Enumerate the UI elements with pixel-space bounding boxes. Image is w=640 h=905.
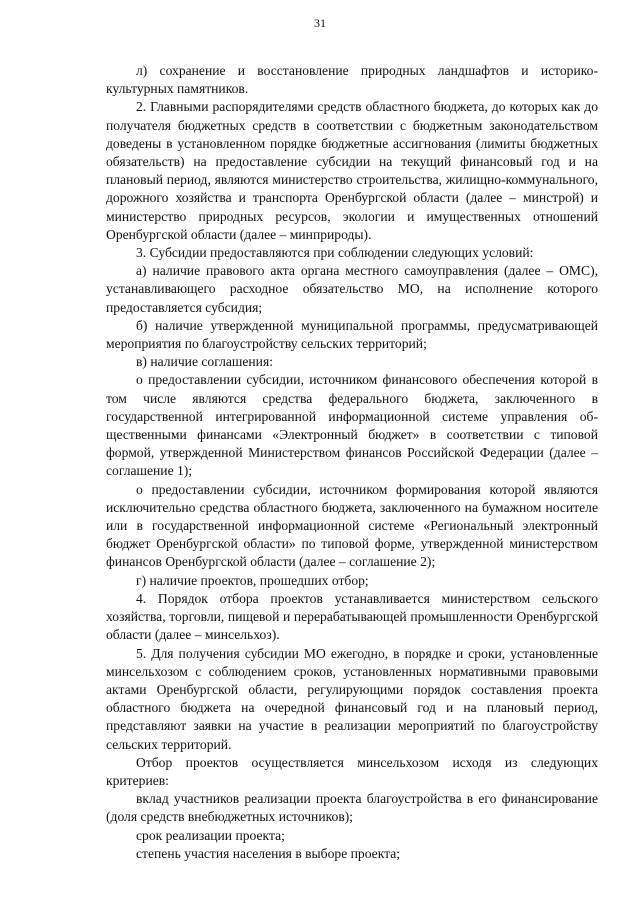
paragraph-3-conditions: 3. Субсидии предоставляются при соблюдении следующих условий: [136, 245, 534, 261]
paragraph-4-selection-order: 4. Порядок отбора проектов устанавливается министерством сельского хозяйства, торговли, пищевой и перерабатывающей промышленности Оренбургской области (далее – минсельхоз). [106, 590, 598, 643]
document-body [106, 62, 598, 863]
paragraph-b-municipal-program: б) наличие утвержденной муниципальной программы, предусматривающей мероприятия по благоустройству сельских территорий; [106, 317, 598, 352]
paragraph-g-projects: г) наличие проектов, прошедших отбор; [136, 572, 369, 588]
paragraph-a-legal-act: а) наличие правового акта органа местного самоуправления (далее – ОМС), устанавливающего расходное обязательство МО, на исполнение которого предоставляется субсидия; [106, 263, 598, 315]
page-number: 31 [314, 16, 326, 30]
paragraph-5-applications: 5. Для получения субсидии МО ежегодно, в порядке и сроки, установленные минсельхозом с соблюдением сроков, установленных нормативными правовыми актами Оренбургской области, регулирующими порядок составления проекта областного бюджета на очередной финансовый год и на плановый период, представляют заявки на участие в реализации мероприятий по благоустройству сельских территорий. [106, 645, 598, 752]
paragraph-criterion-contribution: вклад участников реализации проекта благоустройства в его финансирование (доля средств внебюджетных источников); [106, 791, 598, 825]
paragraph-v-agreement: в) наличие соглашения: [136, 354, 273, 370]
paragraph-criterion-term: срок реализации проекта; [136, 827, 285, 843]
paragraph-agreement-2: о предоставлении субсидии, источником формирования которой являются исключительно средства областного бюджета, заключенного на бумажном носителе или в государственной информационной системе «Региональный электронный бюджет Оренбургской области» по типовой форме, утвержденной министерством финансов Оренбургской области (далее – соглашение 2); [106, 481, 598, 570]
paragraph-l-landscapes: л) сохранение и восстановление природных ландшафтов и историко-культурных памятников. [106, 63, 598, 97]
paragraph-2-budget-managers: 2. Главными распорядителями средств областного бюджета, до которых как до получателя бюджетных средств в соответствии с бюджетным законодательством доведены в установленном порядке бюджетные ассигнования (лимиты бюджетных обязательств) на предоставление субсидии на текущий финансовый год и на плановый период, являются министерство строительства, жилищно-коммунального, дорожного хозяйства и транспорта Оренбургской области (далее – минстрой) и министерство природных ресурсов, экологии и имущественных отношений Оренбургской области (далее – минприроды). [106, 99, 598, 242]
paragraph-agreement-1: о предоставлении субсидии, источником финансового обеспечения которой в том числе являются средства федерального бюджета, заключенного в государственной интегрированной информационной системе управления общественными финансами «Электронный бюджет» в соответствии с типовой формой, утвержденной Министерством финансов Российской Федерации (далее – соглашение 1); [106, 372, 598, 479]
paragraph-selection-criteria: Отбор проектов осуществляется минсельхозом исходя из следующих критериев: [106, 754, 598, 788]
paragraph-criterion-participation: степень участия населения в выборе проекта; [136, 845, 401, 861]
